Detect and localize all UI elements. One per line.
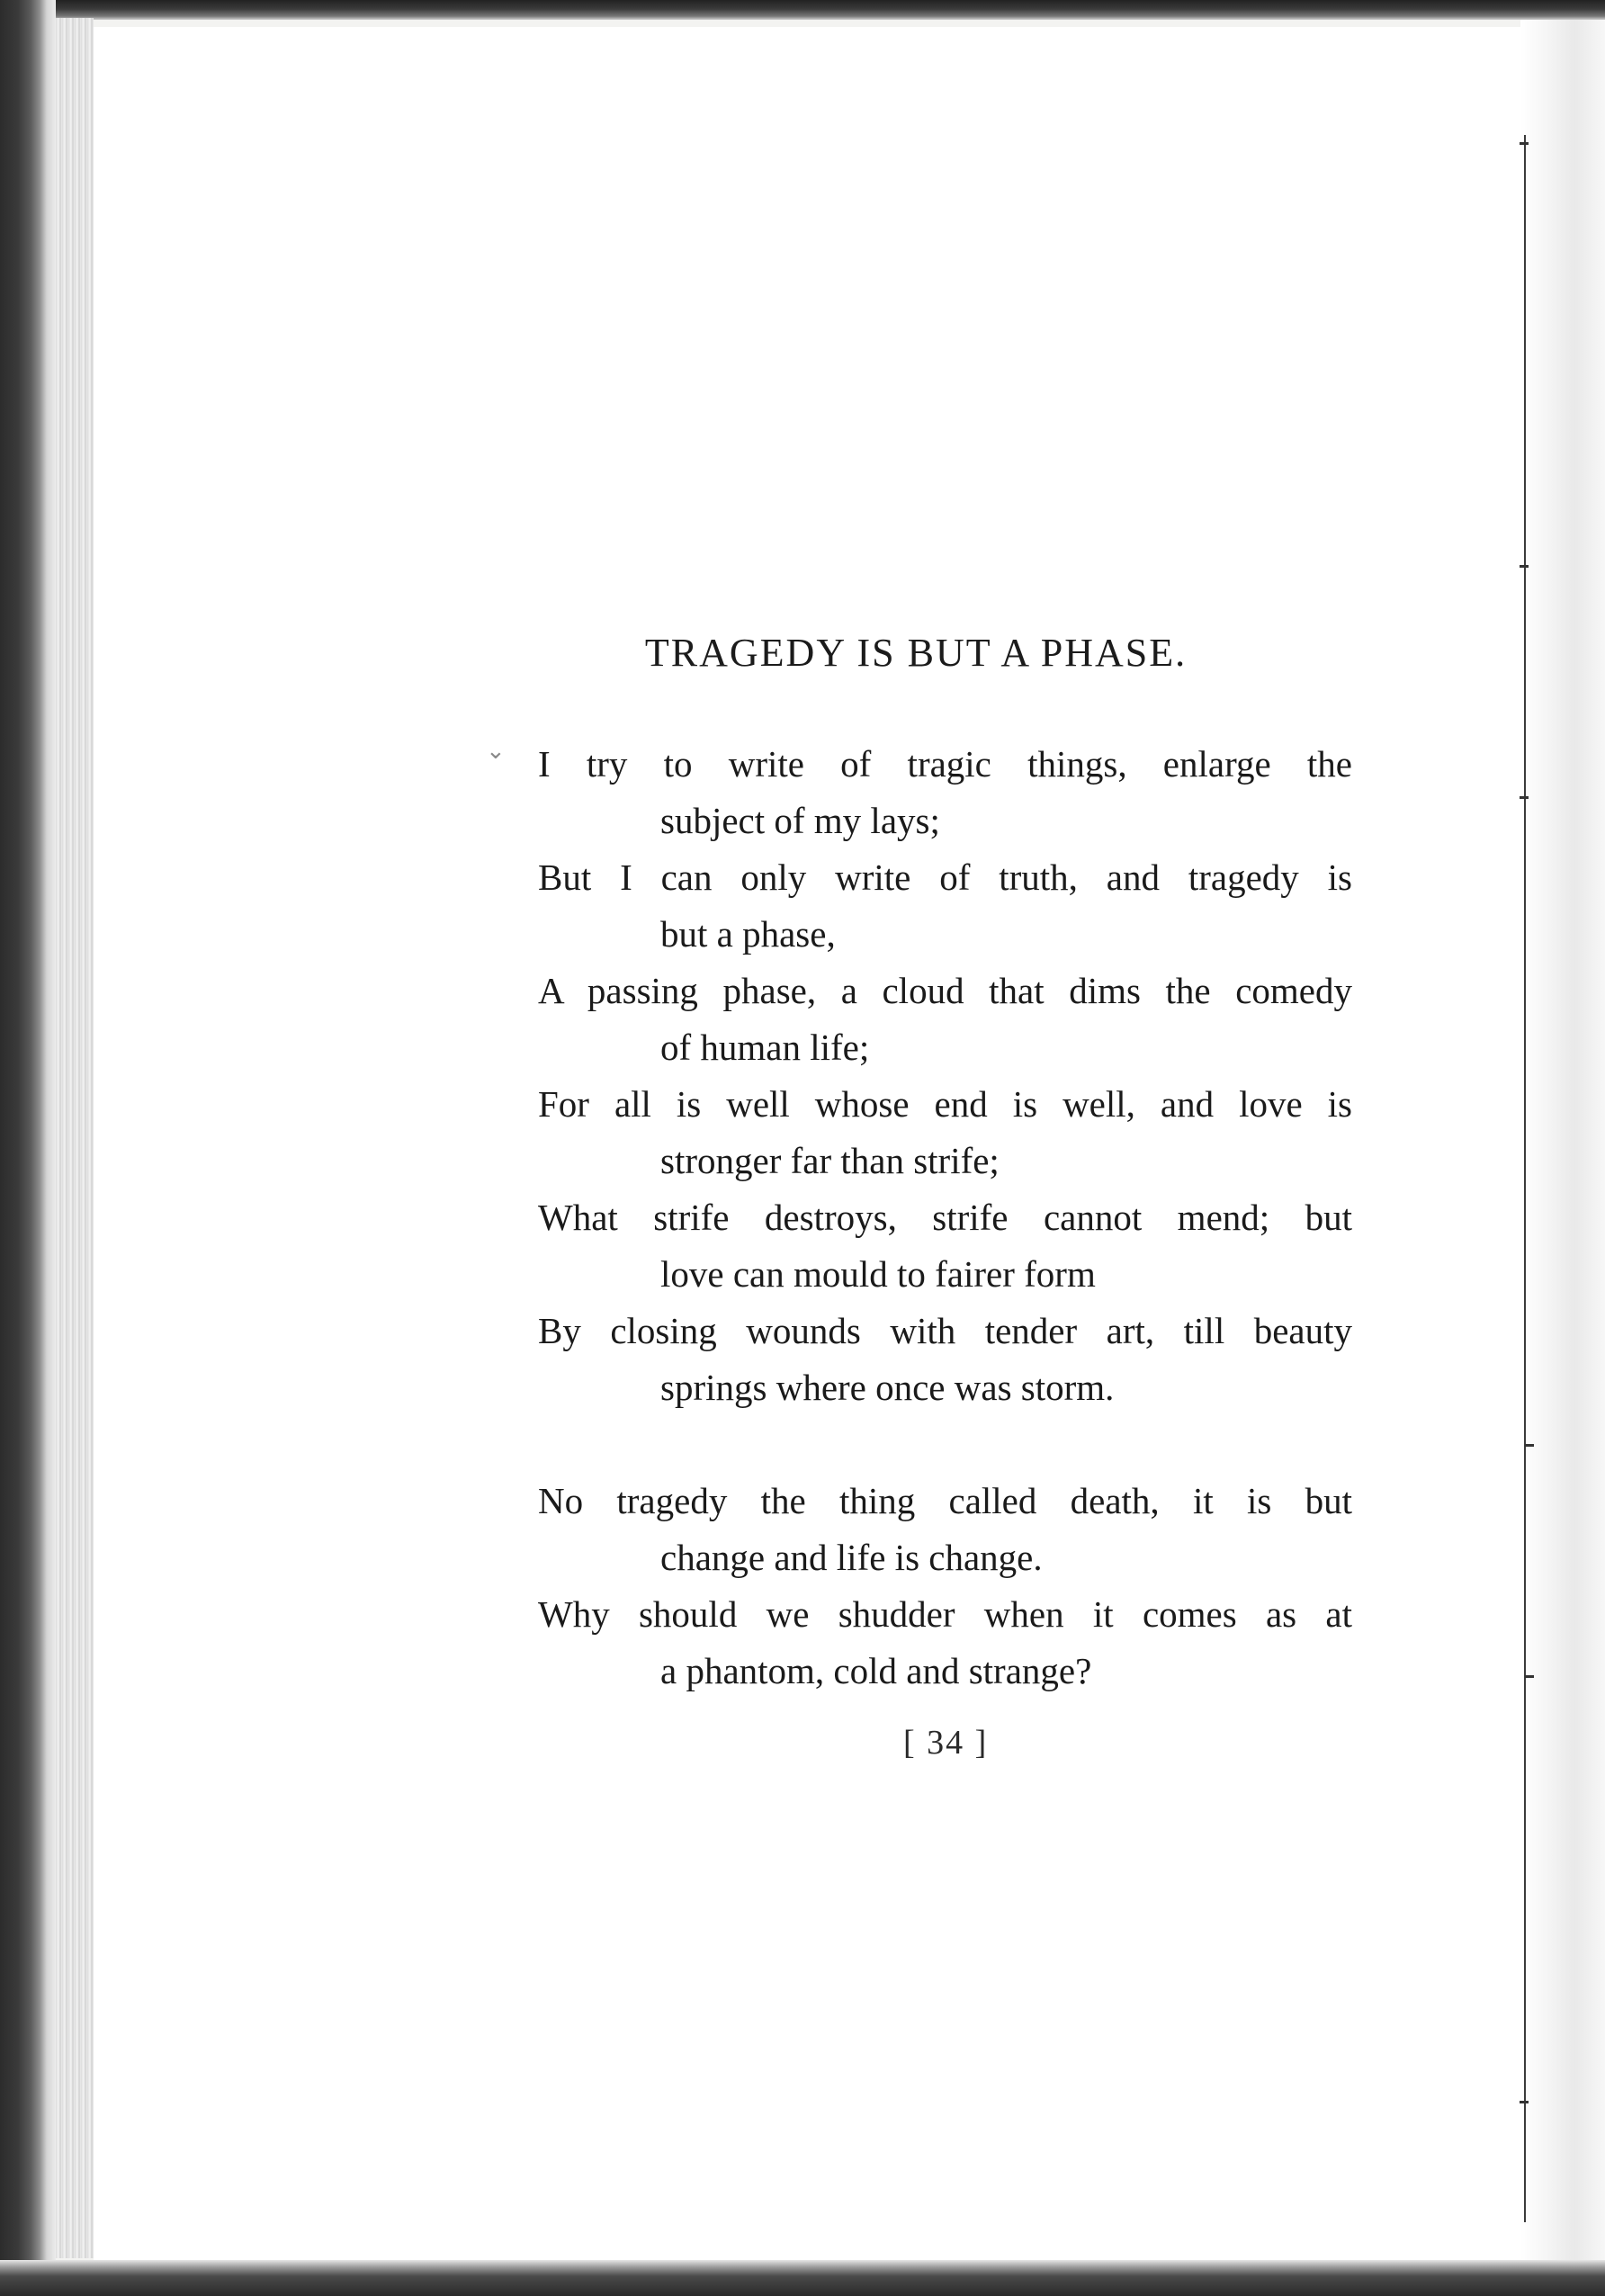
binding-mark bbox=[1525, 1675, 1534, 1678]
line-continuation: love can mould to fairer form bbox=[660, 1253, 1096, 1295]
page-number: [ 34 ] bbox=[903, 1724, 989, 1762]
stanza bbox=[538, 1473, 1352, 1700]
book-cover-left-edge bbox=[0, 0, 56, 2296]
binding-mark bbox=[1520, 142, 1529, 145]
poem-line bbox=[538, 1473, 1352, 1586]
line-continuation: but a phase, bbox=[660, 913, 836, 955]
line-continuation: change and life is change. bbox=[660, 1537, 1043, 1578]
book-cover-top-edge bbox=[0, 0, 1605, 20]
line-text: By closing wounds with tender art, till beauty bbox=[538, 1310, 1352, 1351]
stanza bbox=[538, 736, 1352, 1416]
poem-line bbox=[538, 849, 1352, 963]
poem-line bbox=[538, 1189, 1352, 1303]
page-right-margin bbox=[1520, 20, 1605, 2260]
poem-line bbox=[538, 1076, 1352, 1189]
line-continuation: a phantom, cold and strange? bbox=[660, 1650, 1092, 1691]
line-text: A passing phase, a cloud that dims the comedy bbox=[538, 970, 1352, 1011]
book-cover-bottom-edge bbox=[0, 2260, 1605, 2296]
line-text: What strife destroys, strife cannot mend; but bbox=[538, 1197, 1352, 1238]
binding-mark bbox=[1525, 1444, 1534, 1447]
poem-line bbox=[538, 1303, 1352, 1416]
pencil-mark: ⌄ bbox=[486, 738, 506, 764]
line-continuation: subject of my lays; bbox=[660, 800, 940, 841]
page-stack-edges bbox=[56, 18, 94, 2258]
line-text: I try to write of tragic things, enlarge the bbox=[538, 743, 1352, 785]
poem-line bbox=[538, 963, 1352, 1076]
binding-mark bbox=[1520, 2101, 1529, 2103]
poem-line bbox=[538, 736, 1352, 849]
binding-mark bbox=[1520, 565, 1529, 568]
binding-edge-line bbox=[1524, 135, 1526, 2222]
line-text: Why should we shudder when it comes as at bbox=[538, 1593, 1352, 1635]
line-text: For all is well whose end is well, and love is bbox=[538, 1083, 1352, 1125]
line-continuation: of human life; bbox=[660, 1027, 870, 1068]
line-text: No tragedy the thing called death, it is but bbox=[538, 1480, 1352, 1521]
line-continuation: stronger far than strife; bbox=[660, 1140, 1000, 1181]
poem-line bbox=[538, 1586, 1352, 1700]
binding-mark bbox=[1520, 796, 1529, 799]
line-text: But I can only write of truth, and tragedy is bbox=[538, 857, 1352, 898]
line-continuation: springs where once was storm. bbox=[660, 1367, 1115, 1408]
poem-body bbox=[538, 736, 1352, 1756]
poem-title: TRAGEDY IS BUT A PHASE. bbox=[644, 631, 1188, 675]
